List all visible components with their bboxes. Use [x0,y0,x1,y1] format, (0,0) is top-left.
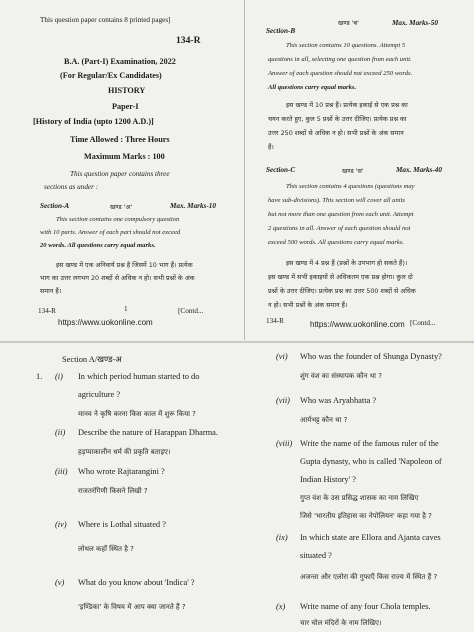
q7-label: (vii) [276,396,290,405]
q1-label: (i) [55,372,63,381]
q10-hindi: चार चोल मंदिरों के नाम लिखिए। [300,619,382,627]
candidates-note: (For Regular/Ex Candidates) [60,71,162,80]
q2-label: (ii) [55,428,66,437]
q8-text-line-3: Indian History' ? [300,475,356,484]
section-b-label: Section-B [266,27,296,35]
section-c-instruction-4: 2 questions in all. Answer of each question should not [268,225,411,232]
section-b-instruction-4: All questions carry equal marks. [268,84,357,91]
section-a-marks: Max. Marks-10 [170,202,216,210]
q8-hindi-2: जिसे 'भारतीय इतिहास का नेपोलियन' कहा गया है ? [300,512,432,520]
q2-hindi: हड़प्पाकालीन धर्म की प्रकृति बताइए। [78,448,171,456]
footer-website-link-right[interactable]: https://www.uokonline.com [310,320,405,329]
section-c-hindi-2: इस खण्ड में सभी इकाइयों से अधिकतम एक प्रश्न होगा। कुल दो [268,273,413,281]
printed-pages-note: This question paper contains 8 printed pages] [40,16,171,24]
section-b-hindi-1: इस खण्ड में 10 प्रश्न हैं। प्रत्येक इकाई से एक प्रश्न का [286,101,408,109]
question-number: 1. [36,372,43,381]
q8-hindi-1: गुप्त वंश के उस प्रसिद्ध शासक का नाम लिखिए [300,494,419,502]
sections-note-line-1: This question paper contains three [70,170,170,178]
section-c-hindi-4: न हो। सभी प्रश्नों के अंक समान हैं। [268,301,348,309]
q1-text-line-2: agriculture ? [78,390,121,399]
footer-contd-right: [Contd... [410,319,436,327]
footer-paper-code: 134-R [38,307,56,315]
q5-label: (v) [55,578,65,587]
q3-hindi: राजतरंगिणी किसने लिखी ? [78,487,148,495]
section-c-instruction-2: have sub-divisions). This section will cover all units [268,197,405,204]
q6-hindi: शुंग वंश का संस्थापक कौन था ? [300,372,382,380]
q1-hindi: मानव ने कृषि करना किस काल में शुरू किया ? [78,410,196,418]
q1-text-line-1: In which period human started to do [78,372,200,381]
maximum-marks: Maximum Marks : 100 [84,152,165,161]
q8-text-line-2: Gupta dynasty, who is called 'Napoleon of [300,457,442,466]
section-a-hindi-2: भाग का उत्तर लगभग 20 शब्दों से अधिक न हो। सभी प्रश्नों के अंक [40,274,195,282]
sections-note-line-2: sections as under : [44,183,99,191]
q7-text: Who was Aryabhatta ? [300,396,377,405]
section-b-hindi-3: उत्तर 250 शब्दों से अधिक न हो। सभी प्रश्नों के अंक समान [268,129,404,137]
section-c-instruction-1: This section contains 4 questions (questions may [286,183,415,190]
section-a-instruction-1: This section contains one compulsory question [56,216,180,223]
q9-label: (ix) [276,533,288,542]
paper-code: 134-R [176,35,201,46]
paper-title: [History of India (upto 1200 A.D.)] [33,117,154,126]
q8-text-line-1: Write the name of the famous ruler of the [300,439,439,448]
section-b-instruction-2: questions in all, selecting one question from each unit. [268,56,412,63]
q9-text-line-1: In which state are Ellora and Ajanta caves [300,533,441,542]
section-a-instruction-3: 20 words. All questions carry equal marks. [40,242,156,249]
section-c-marks: Max. Marks-40 [396,166,442,174]
paper-number: Paper-I [112,102,139,111]
section-c-instruction-5: exceed 500 words. All questions carry equal marks. [268,239,405,246]
q3-label: (iii) [55,467,68,476]
exam-title: B.A. (Part-I) Examination, 2022 [64,57,176,66]
footer-page-number: 1 [124,305,128,313]
time-allowed: Time Allowed : Three Hours [70,135,170,144]
q7-hindi: आर्यभट्ट कौन था ? [300,416,348,424]
page-fold [0,341,474,343]
q4-hindi: लोथल कहाँ स्थित है ? [78,545,134,553]
section-a-hindi-label: खण्ड 'अ' [110,203,133,211]
q2-text: Describe the nature of Harappan Dharma. [78,428,218,437]
page2-section-heading: Section A/खण्ड-अ [62,355,122,364]
q4-label: (iv) [55,520,67,529]
section-b-instruction-3: Answer of each question should not exceed 250 words. [268,70,413,77]
section-b-hindi-2: चयन करते हुए, कुल 5 प्रश्नों के उत्तर दीजिए। प्रत्येक प्रश्न का [268,115,407,123]
q5-hindi: 'इण्डिका' के विषय में आप क्या जानते हैं ? [78,603,186,611]
section-c-label: Section-C [266,166,296,174]
section-c-hindi-label: खण्ड 'स' [342,167,364,175]
section-c-hindi-1: इस खण्ड में 4 प्रश्न हैं (प्रश्नों के उपभाग हो सकते हैं)। [286,259,408,267]
section-b-instruction-1: This section contains 10 questions. Attempt 5 [286,42,406,49]
footer-paper-code-right: 134-R [266,317,284,325]
column-divider [244,0,245,340]
q6-text: Who was the founder of Shunga Dynasty? [300,352,442,361]
q9-text-line-2: situated ? [300,551,332,560]
subject-title: HISTORY [108,86,146,95]
section-a-label: Section-A [40,202,70,210]
q4-text: Where is Lothal situated ? [78,520,166,529]
q5-text: What do you know about 'Indica' ? [78,578,195,587]
q6-label: (vi) [276,352,288,361]
q10-label: (x) [276,602,286,611]
section-a-hindi-3: समान हैं। [40,287,62,295]
footer-website-link[interactable]: https://www.uokonline.com [58,318,153,327]
q8-label: (viii) [276,439,293,448]
section-a-instruction-2: with 10 parts. Answer of each part should not exceed [40,229,181,236]
section-b-hindi-label: खण्ड 'ब' [338,19,359,27]
section-c-hindi-3: प्रश्नों के उत्तर दीजिए। प्रत्येक प्रश्न का उत्तर 500 शब्दों से अधिक [268,287,416,295]
q3-text: Who wrote Rajtarangini ? [78,467,165,476]
q9-hindi: अजन्ता और एलोरा की गुफाएँ किस राज्य में स्थित हैं ? [300,573,438,581]
footer-contd: [Contd... [178,307,204,315]
q10-text: Write name of any four Chola temples. [300,602,431,611]
section-a-hindi-1: इस खण्ड में एक अनिवार्य प्रश्न है जिसमें 10 भाग हैं। प्रत्येक [56,261,193,269]
section-c-instruction-3: but not more than one question from each unit. Attempt [268,211,414,218]
section-b-marks: Max. Marks-50 [392,19,438,27]
section-b-hindi-4: हैं। [268,143,274,151]
